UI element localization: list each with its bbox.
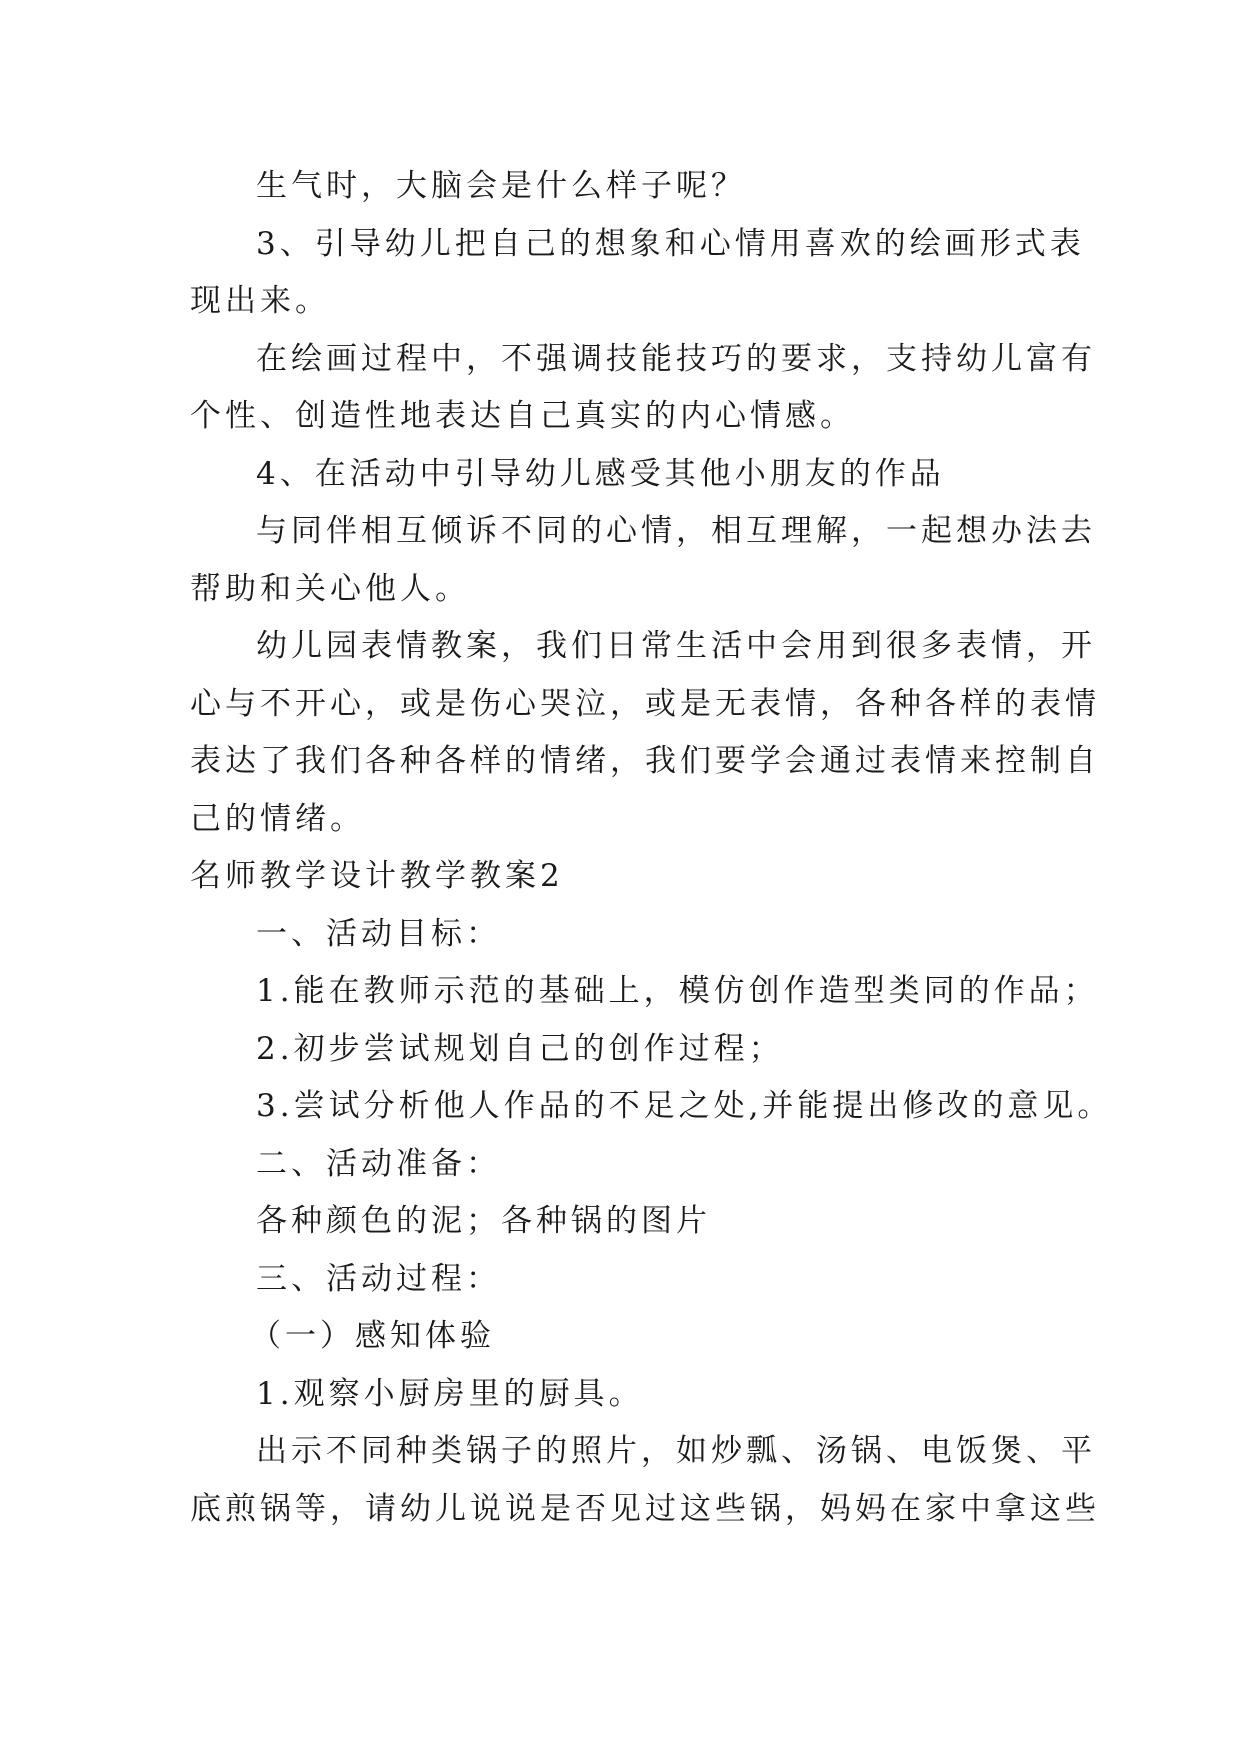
paragraph-line: 在绘画过程中，不强调技能技巧的要求，支持幼儿富有 — [256, 341, 1096, 377]
paragraph-line: 一、活动目标： — [256, 916, 501, 952]
paragraph-line: （一）感知体验 — [250, 1318, 495, 1354]
paragraph-line: 三、活动过程： — [256, 1261, 501, 1297]
paragraph-line: 现出来。 — [190, 283, 330, 319]
paragraph-line: 出示不同种类锅子的照片，如炒瓢、汤锅、电饭煲、平 — [256, 1433, 1096, 1469]
list-item: 3.尝试分析他人作品的不足之处,并能提出修改的意见。 — [256, 1088, 1113, 1124]
paragraph-line: 表达了我们各种各样的情绪，我们要学会通过表情来控制自 — [190, 743, 1100, 779]
paragraph-line: 4、在活动中引导幼儿感受其他小朋友的作品 — [256, 456, 945, 492]
paragraph-line: 幼儿园表情教案，我们日常生活中会用到很多表情，开 — [256, 628, 1096, 664]
list-item: 2.初步尝试规划自己的创作过程； — [256, 1031, 784, 1067]
paragraph-line: 己的情绪。 — [190, 801, 365, 837]
list-item: 1.观察小厨房里的厨具。 — [256, 1376, 644, 1412]
paragraph-line: 二、活动准备： — [256, 1146, 501, 1182]
section-heading: 名师教学设计教学教案2 — [190, 858, 564, 894]
paragraph-line: 个性、创造性地表达自己真实的内心情感。 — [190, 398, 855, 434]
paragraph-line: 帮助和关心他人。 — [190, 571, 470, 607]
paragraph-line: 各种颜色的泥；各种锅的图片 — [256, 1203, 711, 1239]
paragraph-line: 底煎锅等，请幼儿说说是否见过这些锅，妈妈在家中拿这些 — [190, 1491, 1100, 1527]
paragraph-line: 与同伴相互倾诉不同的心情，相互理解，一起想办法去 — [256, 513, 1096, 549]
paragraph-line: 心与不开心，或是伤心哭泣，或是无表情，各种各样的表情 — [190, 686, 1100, 722]
paragraph-line: 3、引导幼儿把自己的想象和心情用喜欢的绘画形式表 — [256, 226, 1085, 262]
paragraph-line: 生气时，大脑会是什么样子呢？ — [256, 168, 746, 204]
list-item: 1.能在教师示范的基础上，模仿创作造型类同的作品； — [256, 973, 1099, 1009]
